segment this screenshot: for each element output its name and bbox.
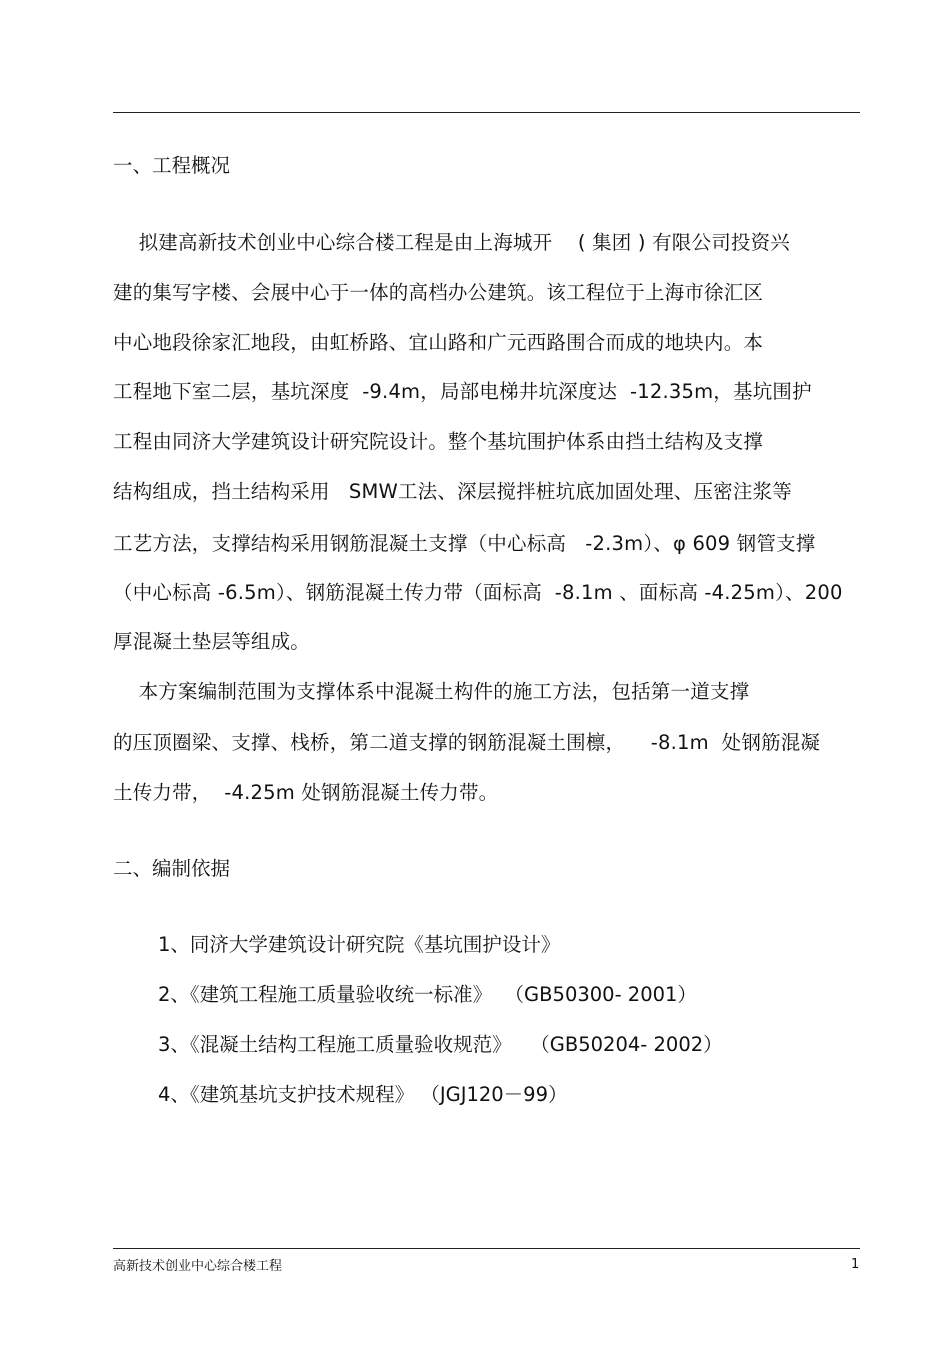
reference-item: 2、《建筑工程施工质量验收统一标准》 （GB50300- 2001） (158, 983, 697, 1006)
paragraph-line: 本方案编制范围为支撑体系中混凝土构件的施工方法，包括第一道支撑 (113, 680, 750, 703)
section-heading-overview: 一、工程概况 (113, 154, 231, 177)
paragraph-line: （中心标高 -6.5m）、钢筋混凝土传力带（面标高 -8.1m 、面标高 -4.25m）、200 (113, 581, 843, 604)
paragraph-line: 建的集写字楼、会展中心于一体的高档办公建筑。该工程位于上海市徐汇区 (113, 281, 764, 304)
paragraph-line: 结构组成，挡土结构采用 SMW工法、深层搅拌桩坑底加固处理、压密注浆等 (113, 480, 792, 503)
reference-item: 1、同济大学建筑设计研究院《基坑围护设计》 (158, 933, 561, 956)
paragraph-line: 工程由同济大学建筑设计研究院设计。整个基坑围护体系由挡土结构及支撑 (113, 430, 764, 453)
page-number: 1 (851, 1257, 860, 1272)
reference-item: 4、《建筑基坑支护技术规程》 （JGJ120－99） (158, 1083, 568, 1106)
paragraph-line: 的压顶圈梁、支撑、栈桥，第二道支撑的钢筋混凝土围檩， -8.1m 处钢筋混凝 (113, 731, 821, 754)
paragraph-line: 中心地段徐家汇地段，由虹桥路、宜山路和广元西路围合而成的地块内。本 (113, 331, 764, 354)
paragraph-line: 拟建高新技术创业中心综合楼工程是由上海城开 ( 集团 ) 有限公司投资兴 (113, 231, 790, 254)
footer-title: 高新技术创业中心综合楼工程 (113, 1259, 283, 1274)
paragraph-line: 厚混凝土垫层等组成。 (113, 630, 311, 653)
footer-rule (113, 1248, 860, 1249)
reference-item: 3、《混凝土结构工程施工质量验收规范》 （GB50204- 2002） (158, 1033, 723, 1056)
paragraph-line: 工程地下室二层，基坑深度 -9.4m，局部电梯井坑深度达 -12.35m，基坑围护 (113, 380, 812, 403)
paragraph-line: 工艺方法，支撑结构采用钢筋混凝土支撑（中心标高 -2.3m）、φ 609 钢管支撑 (113, 532, 816, 555)
paragraph-line: 土传力带， -4.25m 处钢筋混凝土传力带。 (113, 781, 499, 804)
header-rule (113, 112, 860, 113)
section-heading-basis: 二、编制依据 (113, 857, 231, 880)
